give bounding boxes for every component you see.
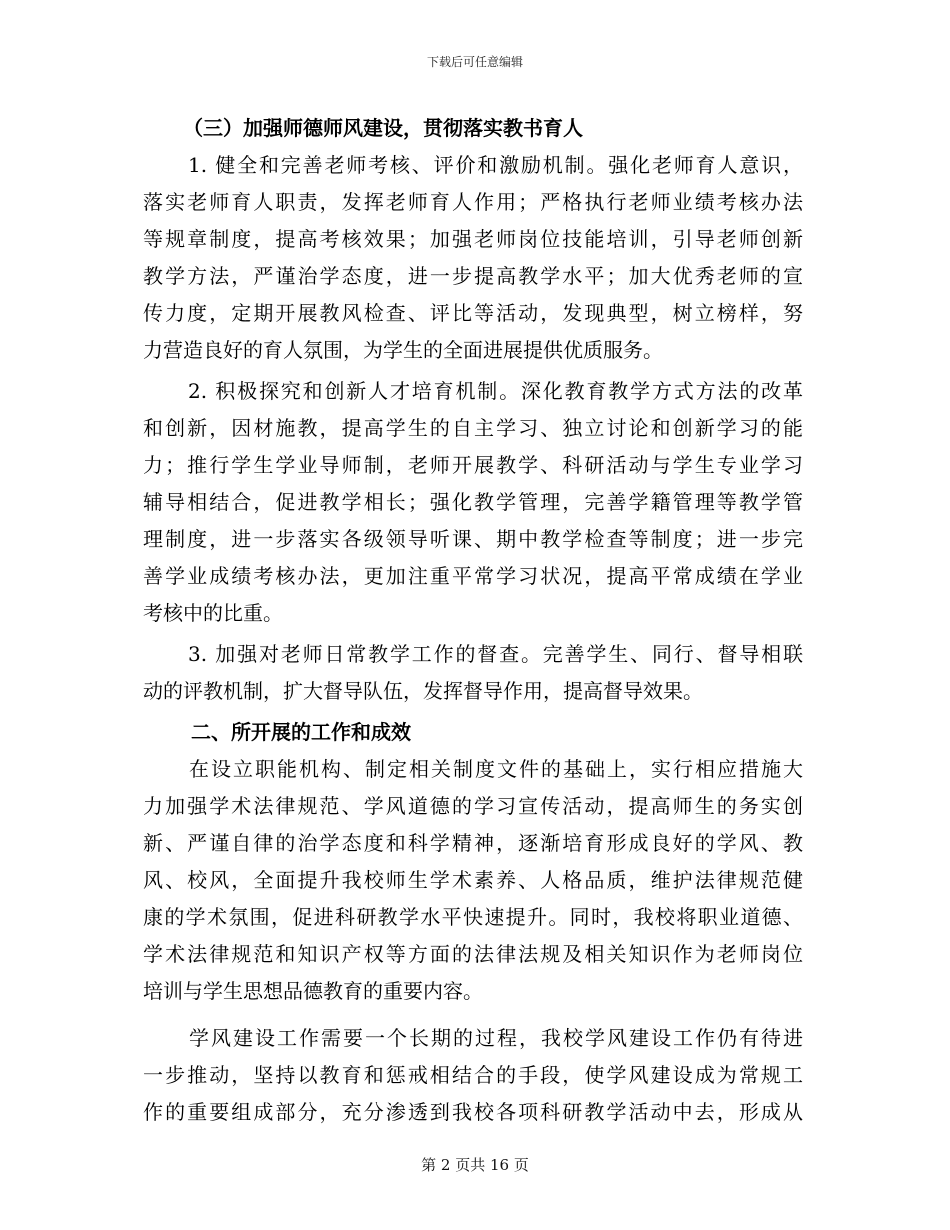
text-line: 善学业成绩考核办法，更加注重平常学习状况，提高平常成绩在学业	[143, 564, 803, 588]
text-line: 考核中的比重。	[143, 601, 283, 625]
paragraph-item-3	[143, 636, 803, 710]
text-line: 1. 健全和完善老师考核、评价和激励机制。强化老师育人意识，	[188, 153, 803, 177]
text-line: 培训与学生思想品德教育的重要内容。	[143, 979, 483, 1003]
page-header: 下载后可任意编辑	[426, 55, 523, 69]
paragraph-study-style	[143, 1020, 803, 1131]
page-footer: 第 2 页共 16 页	[421, 1156, 529, 1174]
text-line: 2. 积极探究和创新人才培育机制。深化教育教学方式方法的改革	[188, 379, 803, 403]
text-line: 等规章制度，提高考核效果；加强老师岗位技能培训，引导老师创新	[143, 227, 803, 251]
text-line: 传力度，定期开展教风检查、评比等活动，发现典型，树立榜样，努	[143, 301, 803, 325]
text-line: 力营造良好的育人氛围，为学生的全面进展提供优质服务。	[143, 338, 663, 362]
text-line: 风、校风，全面提升我校师生学术素养、人格品质，维护法律规范健	[143, 868, 803, 892]
text-line: 力；推行学生学业导师制，老师开展教学、科研活动与学生专业学习	[143, 453, 803, 477]
text-line: 康的学术氛围，促进科研教学水平快速提升。同时，我校将职业道德、	[143, 905, 803, 929]
text-line: 理制度，进一步落实各级领导听课、期中教学检查等制度；进一步完	[143, 527, 803, 551]
text-line: 辅导相结合，促进教学相长；强化教学管理，完善学籍管理等教学管	[143, 490, 803, 514]
text-line: 和创新，因材施教，提高学生的自主学习、独立讨论和创新学习的能	[143, 416, 803, 440]
text-line: 教学方法，严谨治学态度，进一步提高教学水平；加大优秀老师的宣	[143, 264, 803, 288]
paragraph-achievements	[143, 751, 803, 1010]
text-line: 新、严谨自律的治学态度和科学精神，逐渐培育形成良好的学风、教	[143, 831, 803, 855]
text-line: 落实老师育人职责，发挥老师育人作用；严格执行老师业绩考核办法	[143, 190, 803, 214]
text-line: 在设立职能机构、制定相关制度文件的基础上，实行相应措施大	[189, 757, 803, 781]
section-heading: 二、所开展的工作和成效	[191, 720, 411, 744]
text-line: 学风建设工作需要一个长期的过程，我校学风建设工作仍有待进	[189, 1026, 803, 1050]
subsection-heading: （三）加强师德师风建设，贯彻落实教书育人	[183, 116, 583, 140]
paragraph-item-1	[143, 147, 803, 369]
text-line: 学术法律规范和知识产权等方面的法律法规及相关知识作为老师岗位	[143, 942, 803, 966]
document-body	[143, 110, 803, 1131]
text-line: 力加强学术法律规范、学风道德的学习宣传活动，提高师生的务实创	[143, 794, 803, 818]
paragraph-item-2	[143, 373, 803, 632]
text-line: 一步推动，坚持以教育和惩戒相结合的手段，使学风建设成为常规工	[143, 1063, 803, 1087]
text-line: 动的评教机制，扩大督导队伍，发挥督导作用，提高督导效果。	[143, 679, 703, 703]
text-line: 3. 加强对老师日常教学工作的督查。完善学生、同行、督导相联	[188, 642, 803, 666]
text-line: 作的重要组成部分，充分渗透到我校各项科研教学活动中去，形成从	[143, 1100, 803, 1124]
